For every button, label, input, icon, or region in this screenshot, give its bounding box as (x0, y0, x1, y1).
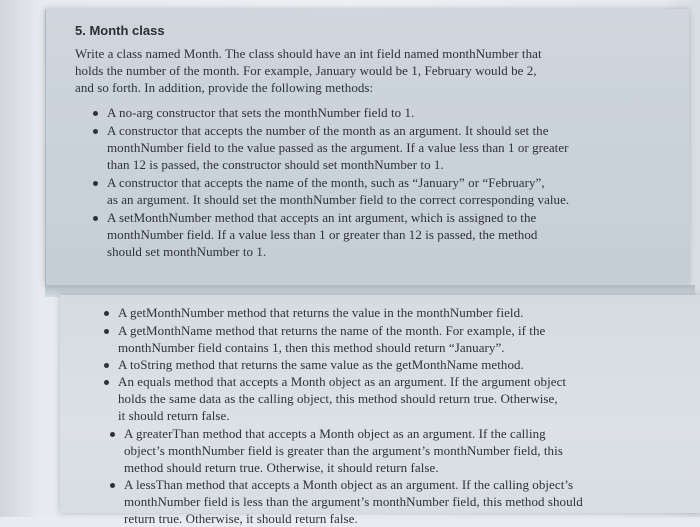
bullet-line: method should return true. Otherwise, it should return false. (124, 460, 439, 475)
bullet-dot (93, 216, 98, 221)
bullet-line: A setMonthNumber method that accepts an int argument, which is assigned to the (107, 210, 537, 225)
bullet-dot (104, 363, 109, 368)
intro-line: and so forth. In addition, provide the following methods: (75, 80, 374, 95)
intro-line: Write a class named Month. The class should have an int field named monthNumber that (75, 46, 542, 61)
bullet-line: A lessThan method that accepts a Month object as an argument. If the calling object’s (124, 477, 574, 492)
bullet-line: return true. Otherwise, it should return false. (124, 511, 358, 526)
bullet-dot (110, 483, 115, 488)
bullet-line: An equals method that accepts a Month object as an argument. If the argument object (118, 374, 567, 389)
bullet-line: A getMonthName method that returns the name of the month. For example, if the (118, 323, 546, 338)
bullet-dot (110, 432, 115, 437)
bullet-line: A getMonthNumber method that returns the value in the monthNumber field. (118, 305, 524, 320)
bullet-line: object’s monthNumber field is greater than the argument’s monthNumber field, this (124, 443, 563, 458)
bullet-line: A toString method that returns the same value as the getMonthName method. (118, 357, 524, 372)
intro-line: holds the number of the month. For example, January would be 1, February would be 2, (75, 63, 537, 78)
bullet-line: holds the same data as the calling object, this method should return true. Otherwise, (118, 391, 558, 406)
section-title: 5. Month class (75, 23, 165, 38)
bullet-dot (93, 111, 98, 116)
bullet-dot (104, 380, 109, 385)
bullet-line: monthNumber field is less than the argument’s monthNumber field, this method should (124, 494, 583, 509)
bullet-dot (104, 311, 109, 316)
bullet-line: monthNumber field contains 1, then this method should return “January”. (118, 340, 505, 355)
bullet-line: A constructor that accepts the name of the month, such as “January” or “February”, (107, 175, 545, 190)
bullet-dot (93, 181, 98, 186)
bullet-dot (104, 329, 109, 334)
bullet-line: monthNumber field. If a value less than 1 or greater than 12 is passed, the method (107, 227, 538, 242)
bullet-line: it should return false. (118, 408, 230, 423)
bullet-line: than 12 is passed, the constructor should set monthNumber to 1. (107, 157, 444, 172)
bullet-line: A greaterThan method that accepts a Month object as an argument. If the calling (124, 426, 546, 441)
bullet-line: should set monthNumber to 1. (107, 244, 267, 259)
bullet-line: monthNumber field to the value passed as the argument. If a value less than 1 or greater (107, 140, 569, 155)
bullet-line: A constructor that accepts the number of the month as an argument. It should set the (107, 123, 549, 138)
bullet-line: A no-arg constructor that sets the monthNumber field to 1. (107, 105, 415, 120)
bullet-dot (93, 129, 98, 134)
bullet-line: as an argument. It should set the monthNumber field to the correct corresponding value. (107, 192, 570, 207)
